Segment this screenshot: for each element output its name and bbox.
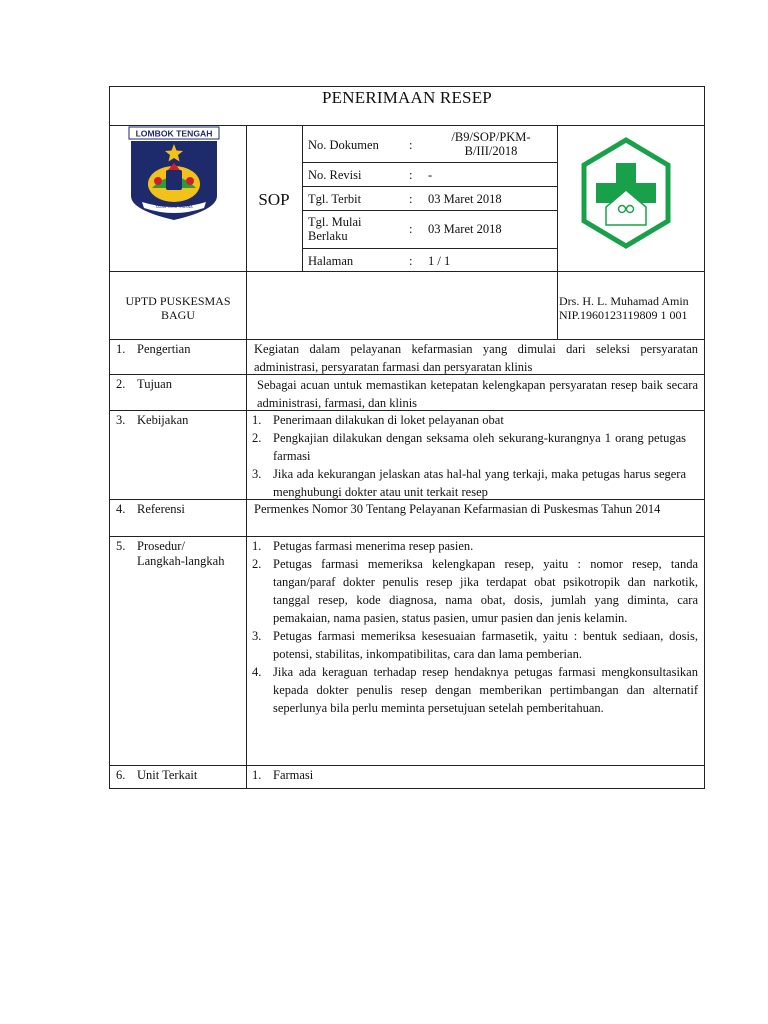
section-number: 2.: [116, 377, 126, 391]
list-item: [252, 663, 698, 717]
kebijakan-list: [252, 411, 686, 501]
signer-name: Drs. H. L. Muhamad Amin: [559, 294, 689, 308]
meta-value-no-revisi: -: [428, 168, 433, 182]
list-item-text: Pengkajian dilakukan dengan seksama oleh sekurang-kurangnya 1 orang petugas farmasi: [273, 431, 686, 463]
list-item: [252, 411, 686, 429]
signer-block: [559, 294, 705, 322]
section-number: 1.: [116, 342, 126, 356]
document-title: PENERIMAAN RESEP: [322, 88, 492, 107]
meta-label-halaman: Halaman: [308, 254, 354, 268]
organization-line-2: BAGU: [160, 308, 195, 322]
section-text-pengertian: Kegiatan dalam pelayanan kefarmasian yang dimulai dari seleksi persyaratan administrasi, persyaratan farmasi dan persyaratan klinis: [254, 342, 698, 374]
unit-terkait-list: [252, 766, 686, 784]
list-item: [252, 465, 686, 501]
section-label-prosedur: [137, 539, 224, 569]
list-item-text: Petugas farmasi menerima resep pasien.: [273, 539, 474, 553]
section-number: 3.: [116, 413, 126, 427]
meta-value-halaman: 1 / 1: [428, 254, 451, 268]
list-item-number: 2.: [252, 557, 262, 571]
sop-label: SOP: [258, 190, 290, 209]
list-item: [252, 537, 698, 555]
list-item: [252, 555, 698, 627]
section-text-referensi: Permenkes Nomor 30 Tentang Pelayanan Kefarmasian di Puskesmas Tahun 2014: [254, 502, 661, 516]
section-number: 4.: [116, 502, 126, 516]
list-item: [252, 627, 698, 663]
list-item-text: Jika ada kekurangan jelaskan atas hal-hal yang terkaji, maka petugas harus segera menghubungi dokter atau unit terkait resep: [273, 467, 686, 499]
list-item-number: 4.: [252, 665, 262, 679]
meta-label-no-revisi: No. Revisi: [308, 168, 362, 182]
prosedur-list: [252, 537, 698, 717]
meta-value-tgl-mulai-berlaku: 03 Maret 2018: [428, 222, 502, 236]
organization-line-1: UPTD PUSKESMAS: [125, 294, 231, 308]
list-item-text: Penerimaan dilakukan di loket pelayanan obat: [273, 413, 504, 427]
meta-label-tgl-terbit: Tgl. Terbit: [308, 192, 362, 206]
signer-nip: NIP.1960123119809 1 001: [559, 308, 688, 322]
section-label-line-1: Prosedur/: [137, 539, 185, 553]
meta-colon: :: [409, 192, 413, 206]
section-label-unit-terkait: Unit Terkait: [137, 768, 198, 782]
meta-value-no-dokumen: /B9/SOP/PKM-B/III/2018: [451, 130, 531, 158]
list-item-number: 3.: [252, 629, 262, 643]
list-item-number: 1.: [252, 768, 262, 782]
list-item-number: 3.: [252, 467, 262, 481]
meta-colon: :: [409, 168, 413, 182]
list-item: [252, 766, 686, 784]
meta-colon: :: [409, 222, 413, 236]
meta-label-no-dokumen: No. Dokumen: [308, 138, 379, 152]
list-item-text: Farmasi: [273, 768, 314, 782]
section-label-line-2: Langkah-langkah: [137, 554, 225, 568]
lombok-tengah-logo: [128, 126, 220, 222]
meta-label-tgl-mulai-berlaku: Tgl. Mulai Berlaku: [308, 215, 362, 243]
meta-colon: :: [409, 254, 413, 268]
section-number: 5.: [116, 539, 126, 553]
list-item-number: 1.: [252, 413, 262, 427]
meta-colon: :: [409, 138, 413, 152]
section-label-pengertian: Pengertian: [137, 342, 191, 356]
logo-banner-text: LOMBOK TENGAH: [135, 128, 213, 139]
section-label-kebijakan: Kebijakan: [137, 413, 189, 427]
meta-value-tgl-terbit: 03 Maret 2018: [428, 192, 502, 206]
section-number: 6.: [116, 768, 126, 782]
list-item-number: 1.: [252, 539, 262, 553]
list-item: [252, 429, 686, 465]
list-item-number: 2.: [252, 431, 262, 445]
section-text-tujuan: Sebagai acuan untuk memastikan ketepatan kelengkapan persyaratan resep baik secara administrasi, farmasi, dan klinis: [257, 378, 698, 410]
list-item-text: Jika ada keraguan terhadap resep hendaknya petugas farmasi mengkonsultasikan kepada dokter penulis resep dengan memberikan pertimbangan dan alternatif seperlunya bila perlu meminta persetujuan setelah pemberitahuan.: [273, 665, 698, 715]
section-label-tujuan: Tujuan: [137, 377, 172, 391]
logo-ribbon-text: TATAS TUHU TRASNA: [155, 205, 193, 209]
puskesmas-logo: [580, 137, 672, 249]
list-item-text: Petugas farmasi memeriksa kelengkapan resep, yaitu : nomor resep, tanda tangan/paraf dokter penulis resep jika terdapat obat psikotropik dan narkotik, tanggal resep, kode diagnosa, nama obat, dosis, jumlah yang diminta, cara pemakaian, nama pasien, status pasien, umur pasien dan jenis kelamin.: [273, 557, 698, 625]
organization-name: [110, 294, 246, 322]
section-label-referensi: Referensi: [137, 502, 185, 516]
list-item-text: Petugas farmasi memeriksa kesesuaian farmasetik, yaitu : bentuk sediaan, dosis, potensi, stabilitas, inkompatibilitas, cara dan lama pemberian.: [273, 629, 698, 661]
